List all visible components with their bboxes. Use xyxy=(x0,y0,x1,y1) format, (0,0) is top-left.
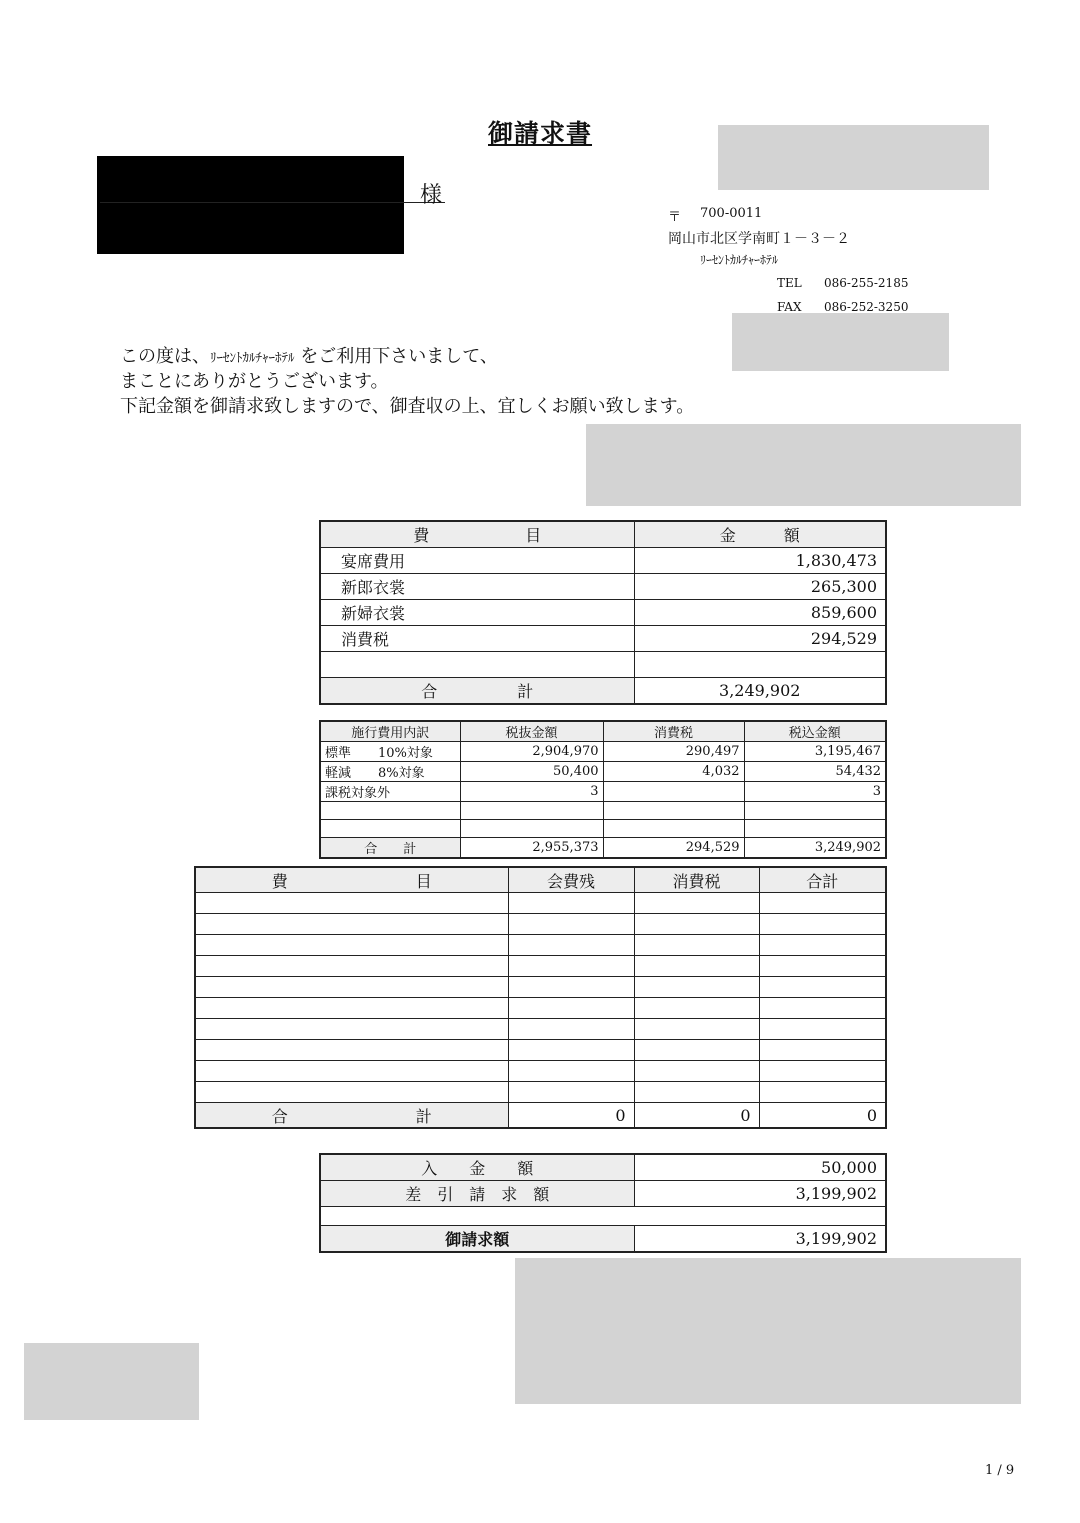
summary-spacer-row xyxy=(320,1207,886,1226)
breakdown-incl xyxy=(744,802,886,820)
fee-cell xyxy=(195,977,508,998)
deposit-amount: 50,000 xyxy=(634,1154,886,1181)
invoice-amount: 3,199,902 xyxy=(634,1226,886,1253)
fee-cell xyxy=(195,1082,508,1103)
breakdown-incl: 3,195,467 xyxy=(744,742,886,762)
fee-cell xyxy=(634,1061,759,1082)
fee-cell xyxy=(759,977,886,998)
fee-row xyxy=(195,956,886,977)
balance-amount: 3,199,902 xyxy=(634,1181,886,1207)
fee-row xyxy=(195,1040,886,1061)
message-line-1 xyxy=(120,342,498,368)
fee-cell xyxy=(195,956,508,977)
fee-row xyxy=(195,1061,886,1082)
fee-total-fee: 0 xyxy=(508,1103,634,1129)
breakdown-table xyxy=(319,720,887,859)
fee-cell xyxy=(508,956,634,977)
fee-header: 費 目 xyxy=(195,867,508,893)
fee-row xyxy=(195,914,886,935)
item-label: 新郎衣裳 xyxy=(320,574,634,600)
message-line-3: 下記金額を御請求致しますので、御査収の上、宜しくお願い致します。 xyxy=(120,396,695,417)
tel-label: TEL xyxy=(777,276,802,290)
fee-cell xyxy=(508,914,634,935)
items-header-row xyxy=(320,521,886,548)
item-amount: 1,830,473 xyxy=(634,548,886,574)
message-line-2: まことにありがとうございます。 xyxy=(120,371,389,392)
fee-cell xyxy=(759,1082,886,1103)
fee-cell xyxy=(508,977,634,998)
item-label: 消費税 xyxy=(320,626,634,652)
fee-cell xyxy=(759,1040,886,1061)
breakdown-excl: 50,400 xyxy=(460,762,603,782)
breakdown-total-tax: 294,529 xyxy=(603,838,744,859)
breakdown-excl: 2,904,970 xyxy=(460,742,603,762)
breakdown-rate: 10%対象 xyxy=(374,742,460,762)
breakdown-total-row xyxy=(320,838,886,859)
fee-cell xyxy=(634,998,759,1019)
breakdown-category xyxy=(320,820,460,838)
zip-mark: 〒 xyxy=(668,210,682,225)
breakdown-tax: 290,497 xyxy=(603,742,744,762)
items-table xyxy=(319,520,887,705)
fee-total-sum: 0 xyxy=(759,1103,886,1129)
fee-cell xyxy=(634,935,759,956)
fax-label: FAX xyxy=(777,300,802,314)
items-header-item: 費 目 xyxy=(320,521,634,548)
fee-cell xyxy=(634,914,759,935)
fee-cell xyxy=(195,1061,508,1082)
items-row xyxy=(320,626,886,652)
honorific: 様 xyxy=(420,183,443,208)
breakdown-category: 軽減 xyxy=(320,762,374,782)
fee-row xyxy=(195,1082,886,1103)
items-header-amount: 金 額 xyxy=(634,521,886,548)
breakdown-tax xyxy=(603,802,744,820)
redacted-block-1 xyxy=(718,125,989,190)
fee-cell xyxy=(195,998,508,1019)
fee-cell xyxy=(759,956,886,977)
breakdown-header-row xyxy=(320,721,886,742)
breakdown-row xyxy=(320,742,886,762)
fee-cell xyxy=(508,1061,634,1082)
fee-cell xyxy=(634,893,759,914)
breakdown-incl: 3 xyxy=(744,782,886,802)
item-label xyxy=(320,652,634,678)
issuer-name: ﾘｰｾﾝﾄｶﾙﾁｬｰﾎﾃﾙ xyxy=(700,253,779,267)
summary-invoice-row xyxy=(320,1226,886,1253)
fee-header: 会費残 xyxy=(508,867,634,893)
items-row xyxy=(320,574,886,600)
fee-cell xyxy=(508,1082,634,1103)
items-row xyxy=(320,652,886,678)
breakdown-header: 施行費用内訳 xyxy=(320,721,460,742)
breakdown-excl xyxy=(460,802,603,820)
fee-cell xyxy=(195,893,508,914)
fee-cell xyxy=(195,914,508,935)
breakdown-incl xyxy=(744,820,886,838)
items-row xyxy=(320,600,886,626)
item-amount: 859,600 xyxy=(634,600,886,626)
fee-total-tax: 0 xyxy=(634,1103,759,1129)
fee-header-row xyxy=(195,867,886,893)
fee-header: 合計 xyxy=(759,867,886,893)
recipient-underline xyxy=(100,202,445,203)
document-title: 御請求書 xyxy=(488,119,593,148)
fee-cell xyxy=(195,1019,508,1040)
breakdown-total-label: 合 計 xyxy=(320,838,460,859)
redacted-block-5 xyxy=(24,1343,199,1420)
breakdown-row xyxy=(320,820,886,838)
summary-balance-row xyxy=(320,1181,886,1207)
fee-cell xyxy=(508,935,634,956)
breakdown-row xyxy=(320,762,886,782)
summary-spacer xyxy=(320,1207,886,1226)
breakdown-tax xyxy=(603,782,744,802)
fee-cell xyxy=(759,935,886,956)
page-number: 1 / 9 xyxy=(985,1463,1015,1478)
breakdown-excl: 3 xyxy=(460,782,603,802)
issuer-address: 岡山市北区学南町１－３－２ xyxy=(668,231,850,247)
items-row xyxy=(320,548,886,574)
fee-row xyxy=(195,893,886,914)
fee-row xyxy=(195,998,886,1019)
redacted-block-3 xyxy=(586,424,1021,506)
items-total-amount: 3,249,902 xyxy=(634,678,886,705)
summary-table xyxy=(319,1153,887,1253)
breakdown-incl: 54,432 xyxy=(744,762,886,782)
redacted-block-2 xyxy=(732,313,949,371)
fee-cell xyxy=(759,1061,886,1082)
fee-cell xyxy=(508,998,634,1019)
item-amount: 265,300 xyxy=(634,574,886,600)
message-line-1-post: をご利用下さいまして、 xyxy=(294,346,498,367)
fee-total-label: 合 計 xyxy=(195,1103,508,1129)
breakdown-total-incl: 3,249,902 xyxy=(744,838,886,859)
fee-cell xyxy=(759,893,886,914)
breakdown-row xyxy=(320,802,886,820)
item-amount: 294,529 xyxy=(634,626,886,652)
fee-cell xyxy=(759,1019,886,1040)
fee-row xyxy=(195,977,886,998)
breakdown-row xyxy=(320,782,886,802)
message-hotel-name: ﾘｰｾﾝﾄｶﾙﾁｬｰﾎﾃﾙ xyxy=(210,351,295,366)
fee-cell xyxy=(195,1040,508,1061)
fee-row xyxy=(195,935,886,956)
zip-code: 700-0011 xyxy=(700,206,763,221)
breakdown-tax xyxy=(603,820,744,838)
fee-cell xyxy=(759,998,886,1019)
breakdown-header: 消費税 xyxy=(603,721,744,742)
redacted-recipient xyxy=(97,156,404,254)
fax-number: 086-252-3250 xyxy=(824,300,909,314)
fee-row xyxy=(195,1019,886,1040)
fee-cell xyxy=(195,935,508,956)
breakdown-excl xyxy=(460,820,603,838)
fee-cell xyxy=(508,1019,634,1040)
tel-number: 086-255-2185 xyxy=(824,276,909,290)
breakdown-rate: 8%対象 xyxy=(374,762,460,782)
breakdown-category xyxy=(320,802,460,820)
fee-cell xyxy=(634,956,759,977)
breakdown-category: 標準 xyxy=(320,742,374,762)
item-amount xyxy=(634,652,886,678)
fee-cell xyxy=(634,1040,759,1061)
redacted-block-4 xyxy=(515,1258,1021,1404)
breakdown-total-excl: 2,955,373 xyxy=(460,838,603,859)
items-total-label: 合 計 xyxy=(320,678,634,705)
fee-cell xyxy=(508,893,634,914)
invoice-label: 御請求額 xyxy=(320,1226,634,1253)
breakdown-category: 課税対象外 xyxy=(320,782,460,802)
summary-deposit-row xyxy=(320,1154,886,1181)
breakdown-header: 税込金額 xyxy=(744,721,886,742)
balance-label: 差 引 請 求 額 xyxy=(320,1181,634,1207)
item-label: 宴席費用 xyxy=(320,548,634,574)
breakdown-tax: 4,032 xyxy=(603,762,744,782)
message-line-1-pre: この度は、 xyxy=(120,346,210,367)
items-total-row xyxy=(320,678,886,705)
fee-rows xyxy=(195,893,886,1103)
fee-cell xyxy=(759,914,886,935)
fee-cell xyxy=(634,1019,759,1040)
fee-header: 消費税 xyxy=(634,867,759,893)
fee-total-row xyxy=(195,1103,886,1129)
fee-cell xyxy=(508,1040,634,1061)
fee-table xyxy=(194,866,887,1129)
fee-cell xyxy=(634,977,759,998)
deposit-label: 入 金 額 xyxy=(320,1154,634,1181)
item-label: 新婦衣裳 xyxy=(320,600,634,626)
fee-cell xyxy=(634,1082,759,1103)
breakdown-header: 税抜金額 xyxy=(460,721,603,742)
